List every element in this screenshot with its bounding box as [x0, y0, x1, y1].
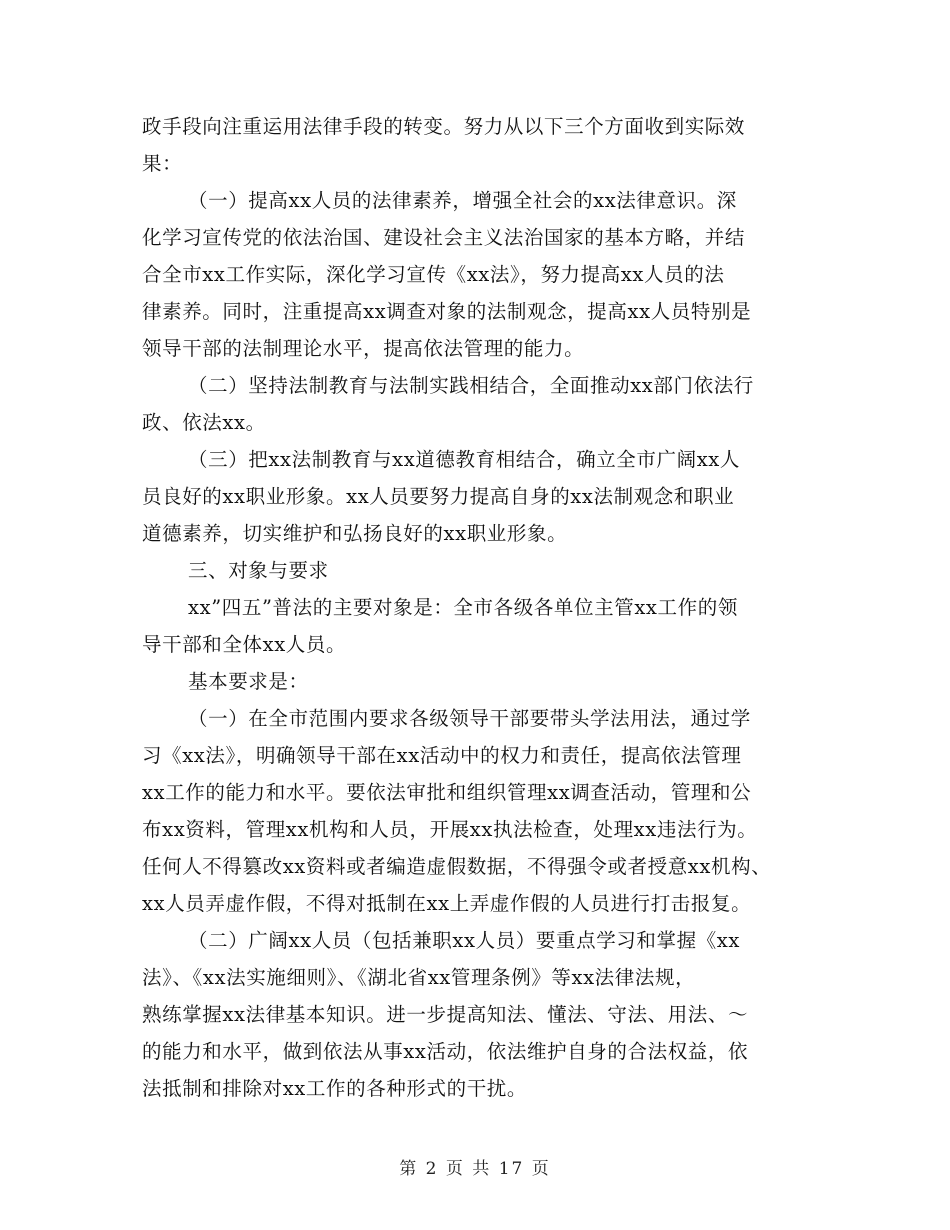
paragraph-start-line: （一）提高xx人员的法律素养，增强全社会的xx法律意识。深: [188, 189, 737, 212]
text-line: 果：: [142, 152, 183, 175]
text-line: 政、依法xx。: [142, 411, 266, 434]
paragraph-start-line: （二）坚持法制教育与法制实践相结合，全面推动xx部门依法行: [188, 374, 754, 397]
text-line: 合全市xx工作实际，深化学习宣传《xx法》，努力提高xx人员的法: [142, 263, 725, 286]
text-line: xx工作的能力和水平。要依法审批和组织管理xx调查活动，管理和公: [142, 781, 752, 804]
paragraph-start-line: 基本要求是：: [188, 670, 309, 693]
paragraph-start-line: （二）广阔xx人员（包括兼职xx人员）要重点学习和掌握《xx: [188, 929, 740, 952]
paragraph-start-line: xx”四五”普法的主要对象是：全市各级各单位主管xx工作的领: [188, 596, 738, 619]
text-line: 布xx资料，管理xx机构和人员，开展xx执法检查，处理xx违法行为。: [142, 818, 758, 841]
text-line: 的能力和水平，做到依法从事xx活动，依法维护自身的合法权益，依: [142, 1040, 749, 1063]
text-line: 政手段向注重运用法律手段的转变。努力从以下三个方面收到实际效: [142, 115, 746, 138]
text-line: 道德素养，切实维护和弘扬良好的xx职业形象。: [142, 522, 568, 545]
body-text: [142, 108, 832, 1107]
text-line: 律素养。同时，注重提高xx调查对象的法制观念，提高xx人员特别是: [142, 300, 752, 323]
text-line: 任何人不得篡改xx资料或者编造虚假数据，不得强令或者授意xx机构、: [142, 855, 772, 878]
text-line: 化学习宣传党的依法治国、建设社会主义法治国家的基本方略，并结: [142, 226, 746, 249]
page-number-footer: 第 2 页 共 17 页: [399, 1159, 551, 1179]
paragraph-start-line: （一）在全市范围内要求各级领导干部要带头学法用法，通过学: [188, 707, 751, 730]
text-line: 法》、《xx法实施细则》、《湖北省xx管理条例》等xx法律法规，: [142, 966, 696, 989]
text-line: 领导干部的法制理论水平，提高依法管理的能力。: [142, 337, 585, 360]
text-line: 习《xx法》，明确领导干部在xx活动中的权力和责任，提高依法管理: [142, 744, 742, 767]
text-line: 法抵制和排除对xx工作的各种形式的干扰。: [142, 1077, 527, 1100]
paragraph-start-line: （三）把xx法制教育与xx道德教育相结合，确立全市广阔xx人: [188, 448, 740, 471]
section-heading: 三、对象与要求: [188, 559, 329, 582]
text-line: 员良好的xx职业形象。xx人员要努力提高自身的xx法制观念和职业: [142, 485, 735, 508]
text-line: 熟练掌握xx法律基本知识。进一步提高知法、懂法、守法、用法、～: [142, 1003, 749, 1026]
text-line: 导干部和全体xx人员。: [142, 633, 347, 656]
text-line: xx人员弄虚作假，不得对抵制在xx上弄虚作假的人员进行打击报复。: [142, 892, 752, 915]
